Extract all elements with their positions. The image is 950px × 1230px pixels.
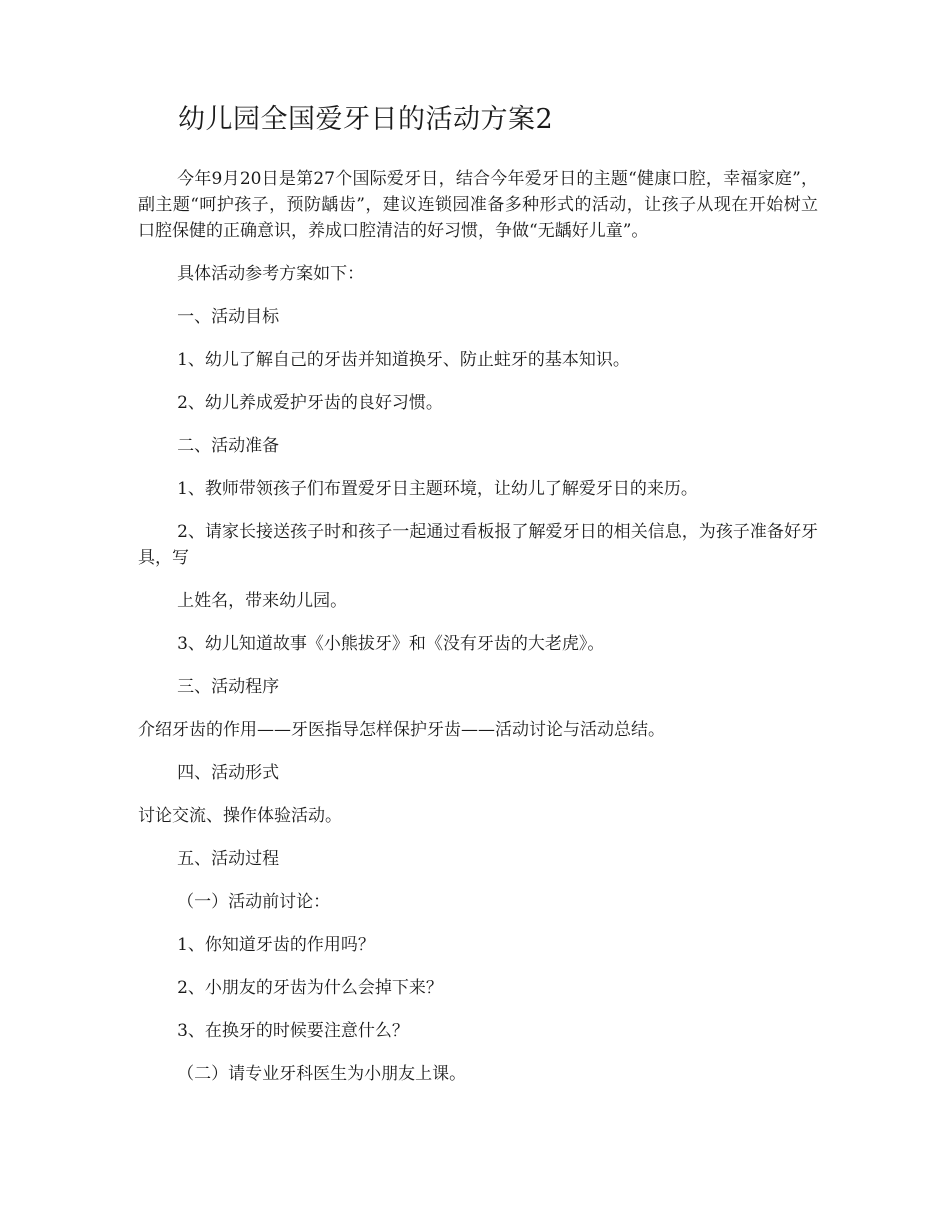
paragraph-intro: 今年9月20日是第27个国际爱牙日，结合今年爱牙日的主题“健康口腔，幸福家庭”，副主题“呵护孩子，预防龋齿”，建议连锁园准备多种形式的活动，让孩子从现在开始树立口腔保健的正确意识，养成口腔清洁的好习惯，争做“无龋好儿童”。 [138, 169, 818, 241]
paragraph-prep-3: 3、幼儿知道故事《小熊拔牙》和《没有牙齿的大老虎》。 [177, 634, 605, 654]
paragraph-prep-1: 1、教师带领孩子们布置爱牙日主题环境，让幼儿了解爱牙日的来历。 [177, 479, 698, 499]
paragraph-process-2: （二）请专业牙科医生为小朋友上课。 [177, 1064, 467, 1084]
paragraph-goal-1: 1、幼儿了解自己的牙齿并知道换牙、防止蛀牙的基本知识。 [177, 350, 630, 370]
paragraph-procedure: 介绍牙齿的作用——牙医指导怎样保护牙齿——活动讨论与活动总结。 [138, 720, 665, 740]
paragraph-question-2: 2、小朋友的牙齿为什么会掉下来？ [177, 978, 443, 998]
heading-format: 四、活动形式 [177, 763, 280, 783]
paragraph-format: 讨论交流、操作体验活动。 [138, 806, 342, 826]
paragraph-question-1: 1、你知道牙齿的作用吗？ [177, 935, 375, 955]
paragraph-process-1: （一）活动前讨论： [177, 892, 331, 912]
heading-procedure: 三、活动程序 [177, 677, 280, 697]
paragraph-question-3: 3、在换牙的时候要注意什么？ [177, 1021, 409, 1041]
document-title: 幼儿园全国爱牙日的活动方案2 [178, 104, 554, 135]
heading-goals: 一、活动目标 [177, 307, 280, 327]
heading-preparation: 二、活动准备 [177, 436, 280, 456]
document-body [138, 166, 818, 1087]
paragraph-prep-2: 2、请家长接送孩子时和孩子一起通过看板报了解爱牙日的相关信息，为孩子准备好牙具，写 [138, 522, 818, 568]
paragraph-goal-2: 2、幼儿养成爱护牙齿的良好习惯。 [177, 393, 443, 413]
heading-process: 五、活动过程 [177, 849, 280, 869]
paragraph-prep-2-cont: 上姓名，带来幼儿园。 [177, 591, 348, 611]
paragraph-plan-lead: 具体活动参考方案如下： [177, 264, 365, 284]
